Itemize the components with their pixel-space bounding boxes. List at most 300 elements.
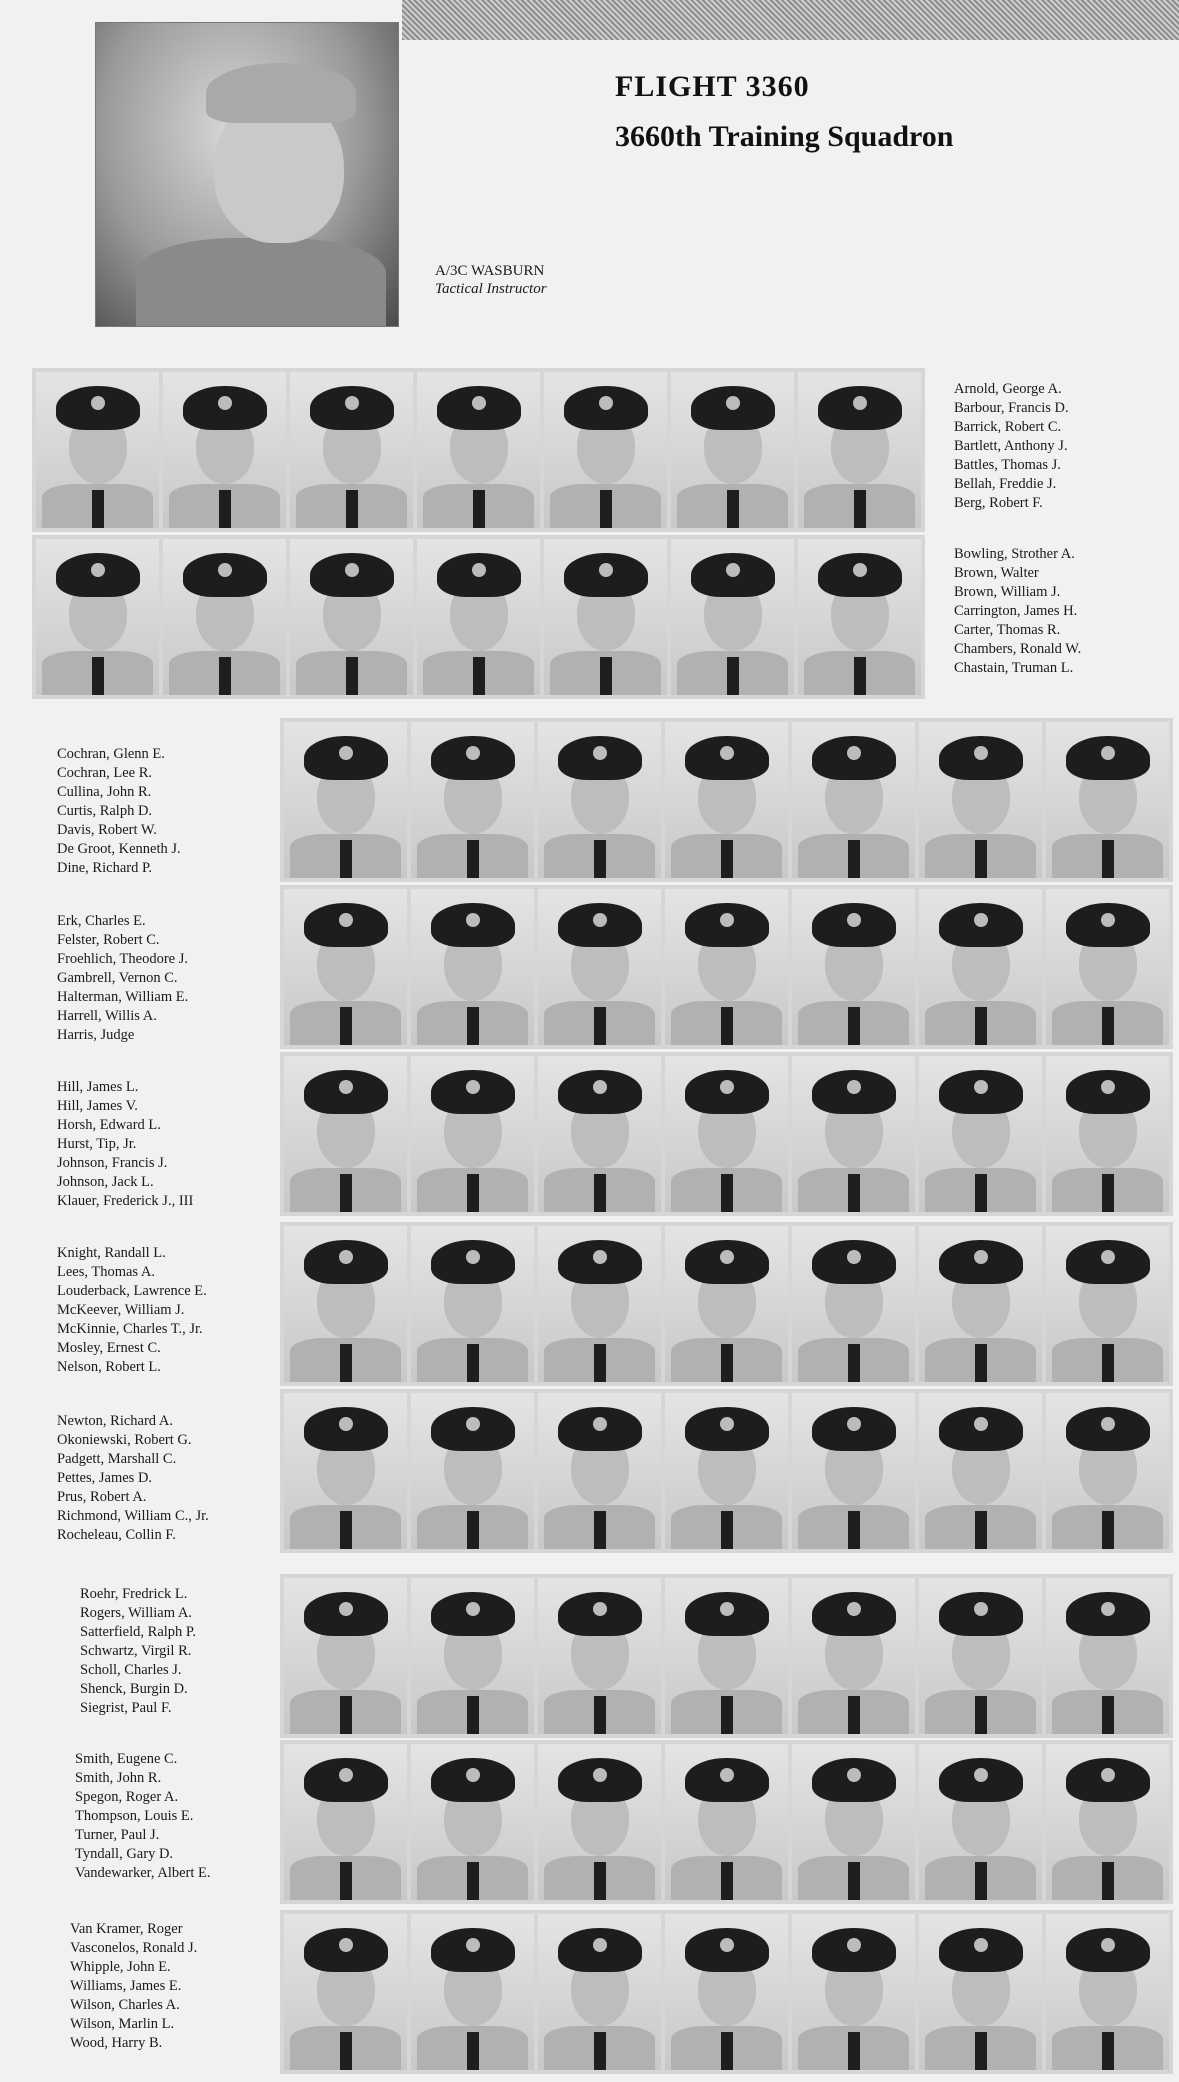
portrait-hat [310,386,394,430]
cadet-name: Louderback, Lawrence E. [57,1283,207,1299]
portrait-hat [685,1070,769,1114]
cadet-portrait [1046,1744,1169,1900]
portrait-tie [594,1344,606,1382]
name-list [80,1585,196,1718]
photo-row [32,535,925,699]
cadet-portrait [1046,1578,1169,1734]
photo-row [280,1574,1173,1738]
name-list [954,545,1081,678]
portrait-hat [183,386,267,430]
portrait-hat [304,1240,388,1284]
cadet-portrait [544,539,667,695]
instructor-shoulders [136,238,386,326]
portrait-hat [812,1592,896,1636]
cadet-portrait [538,1393,661,1549]
portrait-tie [473,657,485,695]
portrait-hat [1066,736,1150,780]
cadet-name: Brown, Walter [954,565,1039,581]
name-list [57,745,181,878]
cadet-name: Klauer, Frederick J., III [57,1193,194,1209]
portrait-hat [431,1240,515,1284]
cadet-name: Hill, James L. [57,1079,139,1095]
cadet-name: Okoniewski, Robert G. [57,1432,192,1448]
portrait-hat [437,553,521,597]
photo-row [32,368,925,532]
portrait-tie [854,490,866,528]
cadet-name: Battles, Thomas J. [954,457,1061,473]
portrait-tie [975,1344,987,1382]
cadet-portrait [1046,1226,1169,1382]
portrait-tie [721,840,733,878]
cadet-name: Barrick, Robert C. [954,419,1062,435]
cadet-name: Bellah, Freddie J. [954,476,1057,492]
portrait-hat [437,386,521,430]
cadet-portrait [792,1226,915,1382]
portrait-tie [848,840,860,878]
portrait-tie [721,2032,733,2070]
squadron-title: 3660th Training Squadron [615,120,954,153]
portrait-hat [685,736,769,780]
portrait-tie [975,1696,987,1734]
portrait-hat [564,553,648,597]
cadet-portrait [798,372,921,528]
name-list [57,1078,193,1211]
cadet-portrait [411,1393,534,1549]
cadet-name: Williams, James E. [70,1978,182,1994]
instructor-role: Tactical Instructor [435,281,547,297]
portrait-tie [1102,1174,1114,1212]
cadet-portrait [290,372,413,528]
portrait-hat [685,1592,769,1636]
cadet-name: Arnold, George A. [954,381,1062,397]
portrait-hat [939,903,1023,947]
cadet-portrait [538,1226,661,1382]
portrait-tie [467,1344,479,1382]
portrait-hat [939,1070,1023,1114]
portrait-tie [594,1511,606,1549]
portrait-hat [685,1758,769,1802]
portrait-hat [56,386,140,430]
portrait-tie [721,1862,733,1900]
portrait-hat [304,736,388,780]
cadet-portrait [665,722,788,878]
photo-row [280,1910,1173,2074]
cadet-portrait [671,539,794,695]
portrait-tie [721,1174,733,1212]
portrait-hat [1066,1070,1150,1114]
cadet-portrait [919,722,1042,878]
cadet-portrait [411,1914,534,2070]
cadet-name: Bartlett, Anthony J. [954,438,1068,454]
cadet-name: Dine, Richard P. [57,860,153,876]
cadet-name: Froehlich, Theodore J. [57,951,189,967]
portrait-hat [691,553,775,597]
portrait-hat [685,1407,769,1451]
cadet-portrait [792,1393,915,1549]
cadet-name: Newton, Richard A. [57,1413,173,1429]
portrait-hat [558,1070,642,1114]
instructor-photo [95,22,399,327]
portrait-tie [975,1174,987,1212]
cadet-name: McKeever, William J. [57,1302,185,1318]
portrait-hat [939,736,1023,780]
portrait-tie [594,2032,606,2070]
cadet-name: Carrington, James H. [954,603,1078,619]
portrait-tie [340,1174,352,1212]
cadet-name: McKinnie, Charles T., Jr. [57,1321,203,1337]
portrait-tie [1102,1696,1114,1734]
portrait-hat [812,736,896,780]
cadet-portrait [1046,1056,1169,1212]
portrait-hat [431,903,515,947]
portrait-tie [848,1696,860,1734]
portrait-hat [304,903,388,947]
portrait-tie [721,1696,733,1734]
cadet-name: Gambrell, Vernon C. [57,970,178,986]
cadet-portrait [919,1914,1042,2070]
cadet-name: Chambers, Ronald W. [954,641,1082,657]
cadet-name: Horsh, Edward L. [57,1117,161,1133]
portrait-tie [1102,1862,1114,1900]
portrait-hat [304,1592,388,1636]
portrait-tie [721,1007,733,1045]
cadet-portrait [284,889,407,1045]
cadet-portrait [792,1056,915,1212]
cadet-name: Turner, Paul J. [75,1827,160,1843]
cadet-portrait [284,1226,407,1382]
cadet-name: Whipple, John E. [70,1959,171,1975]
portrait-tie [721,1344,733,1382]
portrait-hat [558,903,642,947]
cadet-name: Harris, Judge [57,1027,135,1043]
portrait-hat [431,1758,515,1802]
cadet-name: Van Kramer, Roger [70,1921,183,1937]
cadet-name: Brown, William J. [954,584,1061,600]
portrait-tie [340,1344,352,1382]
portrait-tie [467,1007,479,1045]
portrait-tie [848,1511,860,1549]
cadet-name: Curtis, Ralph D. [57,803,153,819]
cadet-portrait [792,1744,915,1900]
cadet-name: Richmond, William C., Jr. [57,1508,209,1524]
cadet-portrait [538,722,661,878]
cadet-portrait [919,1393,1042,1549]
cadet-portrait [1046,1914,1169,2070]
cadet-portrait [919,1744,1042,1900]
cadet-portrait [284,1056,407,1212]
photo-row [280,1222,1173,1386]
cadet-portrait [671,372,794,528]
cadet-name: Chastain, Truman L. [954,660,1074,676]
cadet-portrait [284,722,407,878]
cadet-name: Berg, Robert F. [954,495,1043,511]
cadet-name: Schwartz, Virgil R. [80,1643,192,1659]
portrait-hat [304,1070,388,1114]
name-list [57,1412,209,1545]
cadet-name: Hill, James V. [57,1098,138,1114]
name-list [57,912,188,1045]
portrait-tie [340,840,352,878]
portrait-tie [340,2032,352,2070]
cadet-portrait [411,722,534,878]
portrait-hat [310,553,394,597]
portrait-hat [558,1240,642,1284]
portrait-tie [975,840,987,878]
cadet-name: Davis, Robert W. [57,822,157,838]
cadet-portrait [163,539,286,695]
cadet-portrait [36,372,159,528]
portrait-hat [1066,1592,1150,1636]
portrait-hat [558,1407,642,1451]
cadet-name: Rogers, William A. [80,1605,192,1621]
portrait-tie [975,1511,987,1549]
portrait-hat [818,553,902,597]
cadet-portrait [665,1056,788,1212]
cadet-portrait [538,1914,661,2070]
portrait-hat [812,1928,896,1972]
portrait-hat [812,1070,896,1114]
portrait-tie [848,1344,860,1382]
cadet-portrait [919,1056,1042,1212]
cadet-name: Cochran, Glenn E. [57,746,165,762]
instructor-name: A/3C WASBURN [435,263,545,279]
portrait-hat [1066,1758,1150,1802]
portrait-tie [467,1696,479,1734]
portrait-hat [939,1407,1023,1451]
portrait-hat [304,1407,388,1451]
portrait-hat [56,553,140,597]
cadet-portrait [544,372,667,528]
cadet-name: Johnson, Jack L. [57,1174,154,1190]
photo-row [280,1389,1173,1553]
cadet-portrait [665,1393,788,1549]
photo-row [280,1740,1173,1904]
portrait-tie [600,657,612,695]
portrait-hat [685,1928,769,1972]
cadet-name: Bowling, Strother A. [954,546,1075,562]
cadet-portrait [538,1056,661,1212]
cadet-name: Cullina, John R. [57,784,152,800]
portrait-hat [431,1928,515,1972]
cadet-portrait [792,889,915,1045]
portrait-tie [92,490,104,528]
cadet-portrait [665,1914,788,2070]
instructor-cap [206,63,356,123]
name-list [70,1920,197,2053]
name-list [75,1750,211,1883]
cadet-name: Wilson, Charles A. [70,1997,180,2013]
cadet-name: Smith, John R. [75,1770,162,1786]
portrait-tie [467,1174,479,1212]
portrait-tie [727,657,739,695]
portrait-tie [1102,1007,1114,1045]
cadet-name: Pettes, James D. [57,1470,153,1486]
portrait-tie [975,1007,987,1045]
portrait-hat [304,1928,388,1972]
cadet-portrait [411,889,534,1045]
cadet-name: Prus, Robert A. [57,1489,147,1505]
cadet-name: Harrell, Willis A. [57,1008,157,1024]
cadet-portrait [284,1744,407,1900]
portrait-tie [467,2032,479,2070]
portrait-tie [346,657,358,695]
cadet-portrait [411,1578,534,1734]
cadet-name: Cochran, Lee R. [57,765,153,781]
portrait-tie [1102,2032,1114,2070]
cadet-portrait [1046,1393,1169,1549]
cadet-name: Spegon, Roger A. [75,1789,179,1805]
cadet-name: Satterfield, Ralph P. [80,1624,196,1640]
portrait-tie [467,840,479,878]
portrait-tie [340,1007,352,1045]
cadet-portrait [36,539,159,695]
cadet-portrait [411,1226,534,1382]
portrait-tie [346,490,358,528]
instructor-caption [435,262,547,298]
flight-title: FLIGHT 3360 [615,70,810,103]
portrait-hat [939,1240,1023,1284]
portrait-hat [1066,903,1150,947]
cadet-name: Halterman, William E. [57,989,189,1005]
portrait-tie [721,1511,733,1549]
portrait-tie [594,1862,606,1900]
cadet-portrait [665,1226,788,1382]
cadet-name: Roehr, Fredrick L. [80,1586,188,1602]
portrait-hat [558,1928,642,1972]
cadet-name: Padgett, Marshall C. [57,1451,177,1467]
cadet-portrait [1046,722,1169,878]
cadet-portrait [665,1578,788,1734]
portrait-tie [975,2032,987,2070]
name-list [954,380,1069,513]
portrait-tie [600,490,612,528]
cadet-portrait [1046,889,1169,1045]
portrait-tie [727,490,739,528]
cadet-name: Tyndall, Gary D. [75,1846,174,1862]
cadet-portrait [798,539,921,695]
portrait-tie [219,657,231,695]
portrait-tie [340,1696,352,1734]
cadet-portrait [411,1056,534,1212]
cadet-name: Erk, Charles E. [57,913,146,929]
cadet-portrait [792,1914,915,2070]
photo-row [280,718,1173,882]
cadet-name: Lees, Thomas A. [57,1264,155,1280]
portrait-hat [812,1240,896,1284]
portrait-tie [594,840,606,878]
portrait-tie [848,1007,860,1045]
portrait-hat [812,1758,896,1802]
portrait-hat [431,736,515,780]
cadet-portrait [163,372,286,528]
portrait-tie [1102,1511,1114,1549]
portrait-tie [975,1862,987,1900]
cadet-portrait [538,889,661,1045]
cadet-name: Wilson, Marlin L. [70,2016,175,2032]
cadet-portrait [417,372,540,528]
portrait-hat [431,1070,515,1114]
portrait-tie [340,1862,352,1900]
cadet-name: Carter, Thomas R. [954,622,1061,638]
cadet-name: Vandewarker, Albert E. [75,1865,211,1881]
portrait-hat [812,903,896,947]
portrait-hat [564,386,648,430]
portrait-tie [473,490,485,528]
cadet-name: Vasconelos, Ronald J. [70,1940,198,1956]
portrait-hat [691,386,775,430]
cadet-portrait [792,722,915,878]
portrait-hat [558,1758,642,1802]
cadet-name: Siegrist, Paul F. [80,1700,172,1716]
cadet-portrait [538,1744,661,1900]
cadet-portrait [665,889,788,1045]
portrait-hat [939,1758,1023,1802]
portrait-tie [854,657,866,695]
portrait-hat [431,1407,515,1451]
cadet-name: Knight, Randall L. [57,1245,166,1261]
portrait-hat [558,736,642,780]
cadet-name: Wood, Harry B. [70,2035,163,2051]
cadet-portrait [919,889,1042,1045]
photo-row [280,1052,1173,1216]
cadet-portrait [792,1578,915,1734]
cadet-portrait [919,1578,1042,1734]
cadet-name: Felster, Robert C. [57,932,160,948]
decorative-top-strip [402,0,1179,40]
portrait-tie [594,1007,606,1045]
cadet-name: Johnson, Francis J. [57,1155,168,1171]
portrait-hat [183,553,267,597]
cadet-name: Barbour, Francis D. [954,400,1069,416]
cadet-portrait [919,1226,1042,1382]
cadet-portrait [284,1578,407,1734]
cadet-name: Thompson, Louis E. [75,1808,194,1824]
portrait-tie [848,2032,860,2070]
portrait-hat [1066,1240,1150,1284]
portrait-hat [558,1592,642,1636]
cadet-portrait [411,1744,534,1900]
cadet-portrait [417,539,540,695]
cadet-name: Hurst, Tip, Jr. [57,1136,137,1152]
portrait-hat [1066,1407,1150,1451]
portrait-hat [812,1407,896,1451]
cadet-portrait [538,1578,661,1734]
portrait-hat [939,1592,1023,1636]
cadet-portrait [290,539,413,695]
cadet-name: Smith, Eugene C. [75,1751,178,1767]
portrait-tie [1102,840,1114,878]
cadet-portrait [665,1744,788,1900]
cadet-name: Scholl, Charles J. [80,1662,182,1678]
portrait-hat [685,903,769,947]
portrait-tie [848,1174,860,1212]
portrait-tie [848,1862,860,1900]
portrait-hat [304,1758,388,1802]
portrait-tie [594,1696,606,1734]
portrait-hat [818,386,902,430]
photo-row [280,885,1173,1049]
portrait-tie [467,1511,479,1549]
name-list [57,1244,207,1377]
portrait-tie [219,490,231,528]
portrait-tie [594,1174,606,1212]
portrait-hat [685,1240,769,1284]
portrait-hat [1066,1928,1150,1972]
portrait-tie [1102,1344,1114,1382]
portrait-hat [939,1928,1023,1972]
portrait-hat [431,1592,515,1636]
cadet-name: Nelson, Robert L. [57,1359,161,1375]
